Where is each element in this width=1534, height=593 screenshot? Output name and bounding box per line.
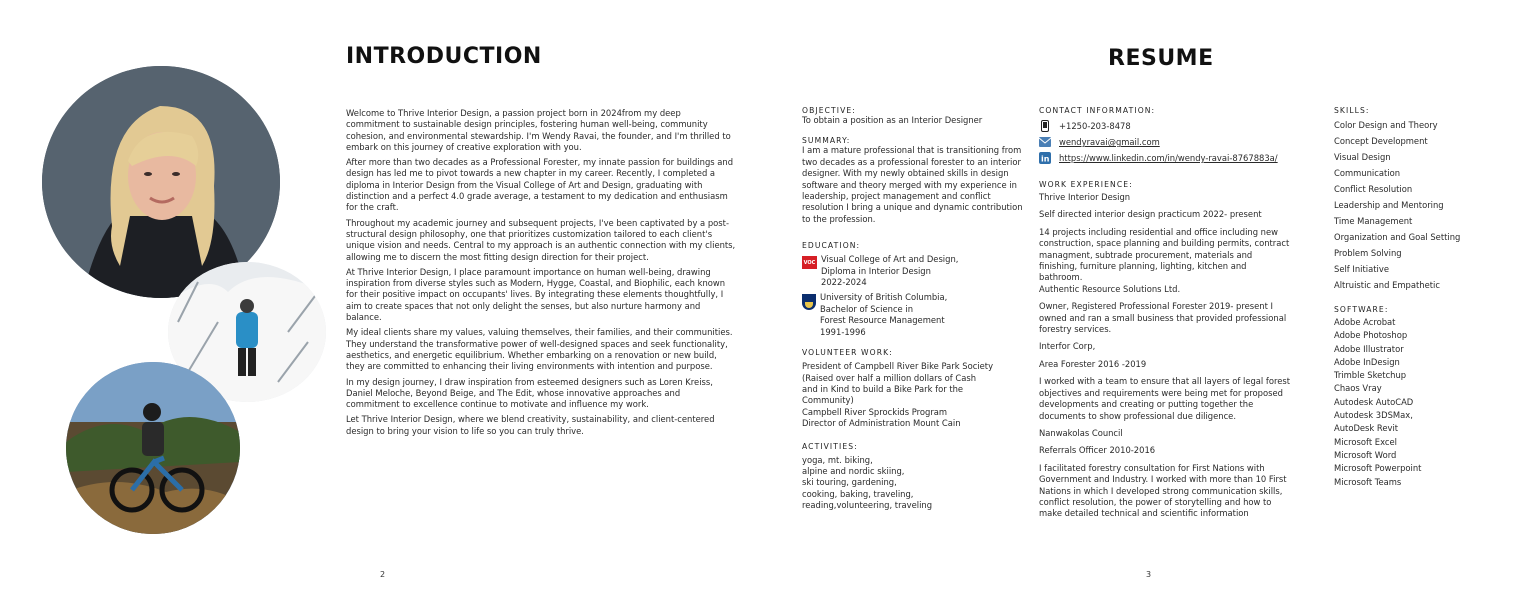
skill-item: Concept Development	[1334, 136, 1428, 146]
work-entry: I worked with a team to ensure that all layers of legal forest objectives and requirements were being met for proposed developments and creating or putting together the documents to show professional due diligence.	[1039, 376, 1291, 421]
summary-text: I am a mature professional that is transitioning from two decades as a professional forester to an interior designer. With my newly obtained skills in design software and theory merged with my experience in leadership, project management and conflict resolution I bring a unique and dynamic contribution to the profession.	[802, 145, 1023, 224]
resume-column-1	[802, 106, 1024, 512]
intro-paragraph-6: In my design journey, I draw inspiration from esteemed designers such as Loren Kreiss, Daniel Meloche, Beyond Beige, and The Edit, whose innovative approaches and commitment to excellence continue to motivate and influence my work.	[346, 376, 713, 410]
skill-item: Time Management	[1334, 216, 1413, 226]
svg-text:in: in	[1041, 154, 1050, 164]
software-list	[1334, 316, 1514, 489]
work-entry: Self directed interior design practicum 2022- present	[1039, 209, 1262, 220]
edu-line: 2022-2024	[821, 277, 867, 288]
contact-linkedin[interactable]	[1039, 150, 1291, 166]
skill-item: Altruistic and Empathetic	[1334, 280, 1440, 290]
page-number-right: 3	[1146, 570, 1152, 579]
software-item: Microsoft Teams	[1334, 476, 1402, 487]
work-entry: Authentic Resource Solutions Ltd.	[1039, 283, 1181, 294]
volunteer-line: Campbell River Sprockids Program	[802, 406, 948, 417]
linkedin-link[interactable]: https://www.linkedin.com/in/wendy-ravai-8767883a/	[1059, 153, 1278, 163]
activities-line: yoga, mt. biking,	[802, 454, 873, 465]
skill-item: Leadership and Mentoring	[1334, 200, 1444, 210]
edu-line: University of British Columbia,	[820, 292, 948, 303]
activities-text	[802, 455, 1024, 512]
activities-line: alpine and nordic skiing,	[802, 465, 905, 476]
contact-email[interactable]	[1039, 134, 1291, 150]
education-item	[802, 254, 1024, 288]
edu-line: Visual College of Art and Design,	[821, 254, 959, 265]
activities-label: ACTIVITIES:	[802, 441, 858, 451]
work-entry: Referrals Officer 2010-2016	[1039, 445, 1156, 456]
edu-line: Diploma in Interior Design	[821, 265, 931, 276]
intro-paragraph-5: My ideal clients share my values, valuing themselves, their families, and their communities. They understand the transformative power of well-designed spaces and seek functionality, aesthetics, and energetic equilibrium. Whether embarking on a renovation or new build, they are committed to enhancing their living environments with intention and purpose.	[346, 327, 733, 372]
volunteer-line: Director of Administration Mount Cain	[802, 418, 961, 429]
software-item: Microsoft Word	[1334, 449, 1397, 460]
software-label: SOFTWARE:	[1334, 305, 1389, 314]
ubc-logo-icon	[802, 294, 816, 310]
objective-label: OBJECTIVE:	[802, 106, 856, 115]
activities-line: ski touring, gardening,	[802, 477, 897, 488]
linkedin-icon	[1039, 152, 1051, 164]
software-item: Adobe Acrobat	[1334, 317, 1396, 327]
software-item: Adobe Illustrator	[1334, 343, 1404, 354]
software-item: Autodesk 3DSMax,	[1334, 410, 1413, 421]
software-item: Microsoft Powerpoint	[1334, 463, 1422, 474]
education-label: EDUCATION:	[802, 241, 861, 251]
email-icon	[1039, 136, 1051, 148]
skill-item: Visual Design	[1334, 152, 1391, 162]
intro-paragraph-2: After more than two decades as a Professional Forester, my innate passion for buildings and design has led me to pivot towards a new chapter in my career. Recently, I completed a diploma in Interior Design from the Visual College of Art and Design, graduating with distinction and a perfect 4.0 grade average, a testament to my dedication and enthusiasm for the craft.	[346, 157, 734, 213]
work-entry: Area Forester 2016 -2019	[1039, 358, 1147, 369]
software-item: Adobe InDesign	[1334, 356, 1400, 367]
skills-list	[1334, 117, 1514, 293]
objective-text: To obtain a position as an Interior Designer	[802, 115, 983, 125]
edu-line: Forest Resource Management	[820, 315, 945, 326]
phone-number: +1250-203-8478	[1059, 121, 1131, 131]
skill-item: Organization and Goal Setting	[1334, 232, 1461, 242]
intro-paragraph-4: At Thrive Interior Design, I place paramount importance on human well-being, drawing inspiration from diverse styles such as Modern, Hygge, Coastal, and Biophilic, each known for their positive impact on occupants' lives. By integrating these elements thoughtfully, I aim to create spaces that not only delight the senses, but also nurture harmony and balance.	[346, 266, 726, 323]
mountain-bike-photo	[66, 362, 240, 534]
resume-column-3	[1334, 106, 1514, 489]
skill-item: Communication	[1334, 168, 1401, 178]
work-entry: I facilitated forestry consultation for First Nations with Government and Industry. I worked with more than 10 First Nations in which I developed strong communication skills, conflict resolution, the power of storytelling and how to make detailed technical and scientific information	[1039, 462, 1287, 519]
volunteer-line: Community)	[802, 395, 854, 406]
intro-paragraph-3: Throughout my academic journey and subsequent projects, I've been captivated by a post-structural design philosophy, one that prioritizes customization tailored to each client's unique vision and needs. Central to my approach is an authentic connection with my clients, allowing me to discern the most fitting design direction for their project.	[346, 217, 736, 262]
volunteer-line: President of Campbell River Bike Park Society	[802, 361, 994, 372]
volunteer-text	[802, 361, 1024, 429]
work-entries	[1039, 192, 1291, 520]
work-entry: Owner, Registered Professional Forester 2019- present I owned and ran a small business that provided professional forestry services.	[1039, 301, 1287, 335]
activities-line: cooking, baking, traveling,	[802, 488, 914, 499]
skill-item: Conflict Resolution	[1334, 184, 1413, 194]
software-item: Microsoft Excel	[1334, 436, 1397, 447]
resume-column-2	[1039, 106, 1291, 520]
skill-item: Color Design and Theory	[1334, 120, 1438, 130]
work-label: WORK EXPERIENCE:	[1039, 180, 1133, 189]
intro-title: INTRODUCTION	[346, 44, 542, 69]
work-entry: Thrive Interior Design	[1039, 192, 1131, 202]
volunteer-label: VOLUNTEER WORK:	[802, 348, 893, 358]
work-entry: 14 projects including residential and office including new construction, space planning and building permits, contract managment, subtrade procurement, materials and finishing, furniture planning, lighting, kitchen and bathroom.	[1039, 226, 1290, 283]
software-item: AutoDesk Revit	[1334, 423, 1399, 434]
voc-logo-icon: VOC	[802, 256, 817, 269]
contact-phone	[1039, 118, 1291, 134]
contact-label: CONTACT INFORMATION:	[1039, 106, 1156, 115]
software-item: Trimble Sketchup	[1334, 370, 1407, 381]
intro-body	[346, 108, 736, 441]
resume-title: RESUME	[1108, 46, 1214, 71]
volunteer-line: and in Kind to build a Bike Park for the	[802, 383, 964, 394]
software-item: Autodesk AutoCAD	[1334, 396, 1414, 407]
edu-line: 1991-1996	[820, 326, 866, 337]
work-entry: Nanwakolas Council	[1039, 427, 1123, 438]
skill-item: Self Initiative	[1334, 264, 1389, 274]
skills-label: SKILLS:	[1334, 106, 1370, 115]
phone-icon	[1039, 120, 1051, 132]
summary-label: SUMMARY:	[802, 136, 851, 146]
software-item: Adobe Photoshop	[1334, 330, 1408, 341]
edu-line: Bachelor of Science in	[820, 303, 913, 314]
page-number-left: 2	[380, 570, 386, 579]
intro-paragraph-7: Let Thrive Interior Design, where we blend creativity, sustainability, and client-centered design to bring your vision to life so you can truly thrive.	[346, 414, 715, 436]
email-link[interactable]: wendyravai@gmail.com	[1059, 137, 1160, 147]
software-item: Chaos Vray	[1334, 383, 1382, 394]
volunteer-line: (Raised over half a million dollars of Cash	[802, 372, 977, 383]
activities-line: reading,volunteering, traveling	[802, 500, 933, 511]
skill-item: Problem Solving	[1334, 248, 1402, 258]
intro-paragraph-1: Welcome to Thrive Interior Design, a passion project born in 2024from my deep commitment to sustainable design principles, fostering human well-being, community cohesion, and environmental stewardship. I'm Wendy Ravai, the founder, and I'm thrilled to embark on this journey of creative exploration with you.	[346, 108, 731, 152]
education-item	[802, 292, 1024, 338]
work-entry: Interfor Corp,	[1039, 341, 1096, 352]
